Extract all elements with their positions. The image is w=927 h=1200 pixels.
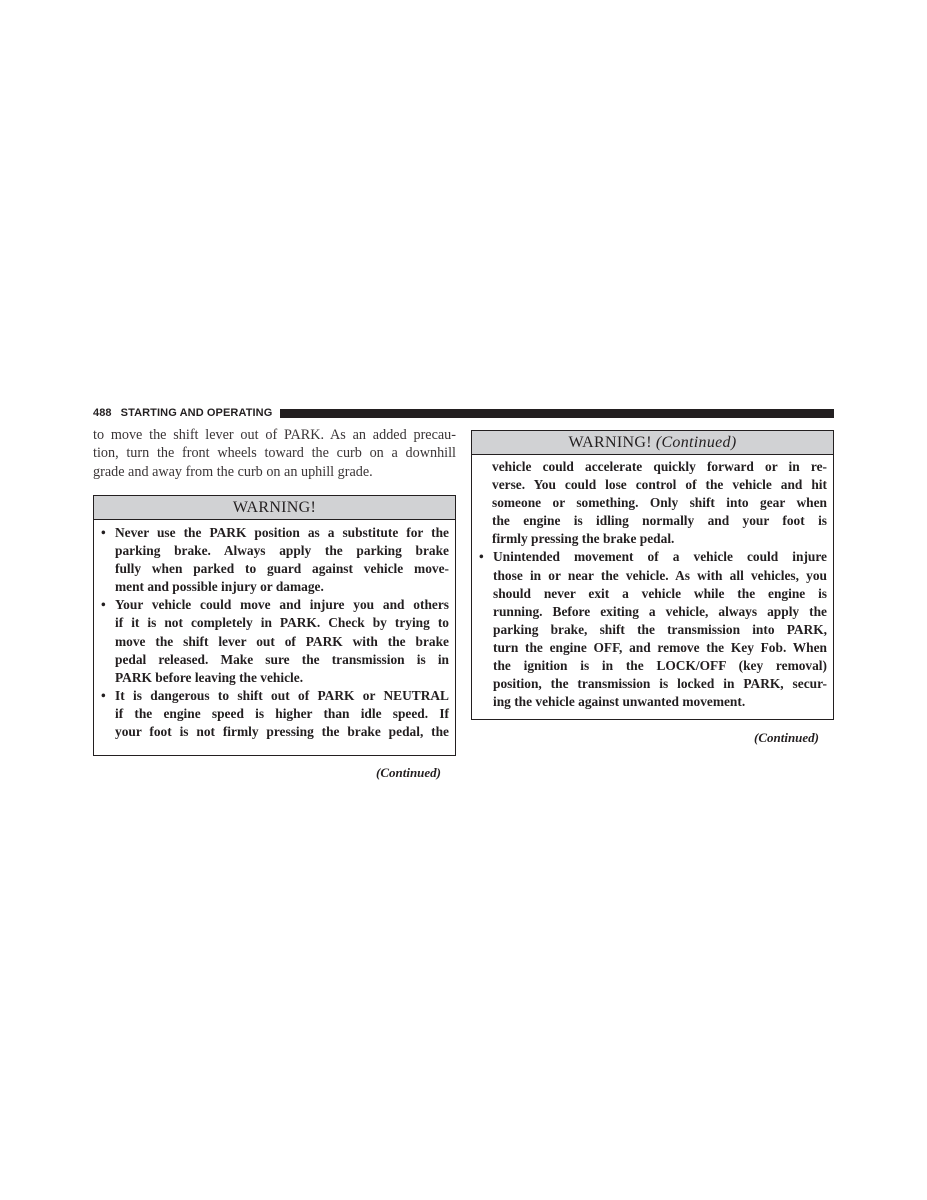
page-header xyxy=(93,406,834,420)
text-line: move the shift lever out of PARK with the brake xyxy=(115,633,449,649)
warning-bullet-item xyxy=(100,687,449,741)
text-line: PARK before leaving the vehicle. xyxy=(115,669,304,685)
text-line: fully when parked to guard against vehicle move- xyxy=(115,561,449,577)
warning-title-text: WARNING! xyxy=(232,499,317,516)
intro-paragraph xyxy=(93,426,456,481)
text-line: Unintended movement of a vehicle could injure xyxy=(493,549,827,565)
text-line: the engine is idling normally and your foot is xyxy=(492,513,827,529)
header-rule xyxy=(280,409,834,418)
text-line: those in or near the vehicle. As with all vehicles, you xyxy=(493,567,827,583)
text-line: if it is not completely in PARK. Check by trying to xyxy=(115,615,449,631)
bullet-icon: • xyxy=(101,687,106,703)
text-line: pedal released. Make sure the transmission is in xyxy=(115,651,449,667)
continued-note-right: (Continued) xyxy=(754,730,820,745)
intro-line: to move the shift lever out of PARK. As an added precau- xyxy=(93,427,456,443)
text-line: someone or something. Only shift into gear when xyxy=(492,495,827,511)
text-line: It is dangerous to shift out of PARK or NEUTRAL xyxy=(115,687,449,703)
text-line: Your vehicle could move and injure you and others xyxy=(115,597,449,613)
text-line: your foot is not firmly pressing the brake pedal, the xyxy=(115,724,449,740)
text-line: running. Before exiting a vehicle, always apply the xyxy=(493,603,827,619)
warning-box-left xyxy=(93,495,456,756)
warning-bullet-item xyxy=(100,596,449,686)
section-title: STARTING AND OPERATING xyxy=(120,407,273,419)
bullet-icon: • xyxy=(101,597,106,613)
warning-title xyxy=(94,496,455,520)
text-line: verse. You could lose control of the vehicle and hit xyxy=(492,477,827,493)
text-line: parking brake, shift the transmission into PARK, xyxy=(493,621,827,637)
warning-title-text: WARNING! xyxy=(568,434,652,451)
text-line: Never use the PARK position as a substitute for the xyxy=(115,525,449,540)
text-line: position, the transmission is locked in PARK, secur- xyxy=(493,676,827,692)
page-number: 488 xyxy=(93,407,112,419)
warning-bullet-item xyxy=(478,548,827,711)
bullet-icon: • xyxy=(479,549,484,565)
text-line: turn the engine OFF, and remove the Key Fob. When xyxy=(493,639,827,655)
warning-box-right xyxy=(471,430,834,720)
warning-body xyxy=(472,455,833,711)
text-line: vehicle could accelerate quickly forward or in re- xyxy=(492,459,827,474)
warning-title-suffix: (Continued) xyxy=(655,434,737,451)
continued-note-left: (Continued) xyxy=(376,765,442,780)
text-line: the ignition is in the LOCK/OFF (key removal) xyxy=(493,658,827,674)
text-line: firmly pressing the brake pedal. xyxy=(492,531,675,547)
text-line: parking brake. Always apply the parking brake xyxy=(115,543,449,559)
text-line: should never exit a vehicle while the engine is xyxy=(493,585,827,601)
bullet-icon: • xyxy=(101,525,106,540)
warning-title xyxy=(472,431,833,455)
warning-continuation xyxy=(478,458,827,548)
intro-line: tion, turn the front wheels toward the curb on a downhill xyxy=(93,445,456,462)
warning-body xyxy=(94,520,455,741)
text-line: ment and possible injury or damage. xyxy=(115,579,324,595)
text-line: ing the vehicle against unwanted movement. xyxy=(493,694,746,710)
warning-bullet-item xyxy=(100,524,449,596)
intro-line: grade and away from the curb on an uphill grade. xyxy=(93,463,373,480)
text-line: if the engine speed is higher than idle speed. If xyxy=(115,705,449,721)
